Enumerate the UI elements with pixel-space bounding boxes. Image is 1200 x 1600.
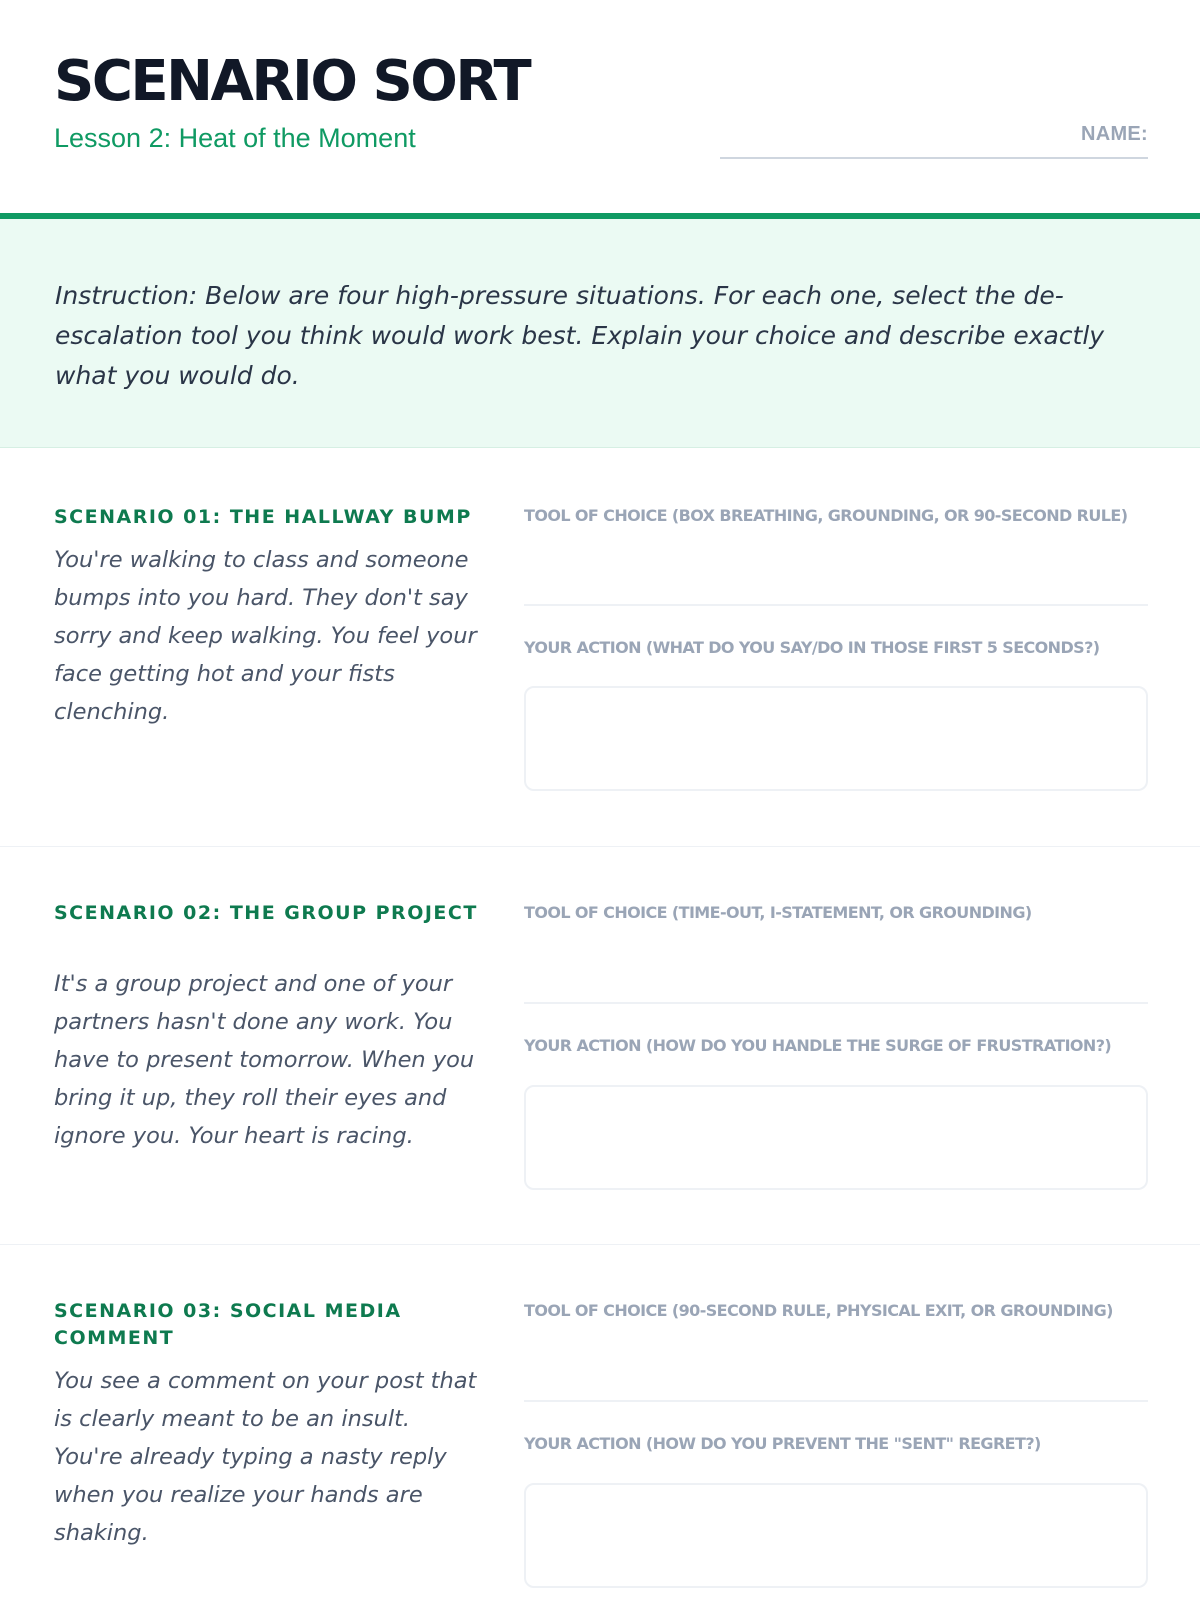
your-action-field[interactable] [524, 1483, 1148, 1588]
instruction-box [0, 219, 1200, 448]
scenario-card [0, 1245, 1200, 1600]
name-field[interactable] [720, 157, 1148, 159]
page-title: SCENARIO SORT [54, 49, 530, 114]
scenario-title: SCENARIO 03: SOCIAL MEDIA COMMENT [54, 1300, 402, 1349]
scenario-title: SCENARIO 02: THE GROUP PROJECT [54, 902, 478, 924]
instruction-text: Instruction: Below are four high-pressure situations. For each one, select the de-escalation tool you think would work best. Explain your choice and describe exactly what you would do. [55, 281, 1105, 390]
your-action-field[interactable] [524, 1085, 1148, 1190]
worksheet-header [0, 0, 1200, 214]
lesson-subtitle: Lesson 2: Heat of the Moment [54, 123, 416, 153]
scenario-description: You're walking to class and someone bumps into you hard. They don't say sorry and keep walking. You feel your face getting hot and your fists clenching. [54, 547, 477, 725]
scenario-card [0, 448, 1200, 847]
your-action-field[interactable] [524, 686, 1148, 791]
your-action-label: YOUR ACTION (HOW DO YOU PREVENT THE "SENT" REGRET?) [524, 1434, 1041, 1453]
tool-of-choice-label: TOOL OF CHOICE (TIME-OUT, I-STATEMENT, OR GROUNDING) [524, 903, 1032, 922]
tool-of-choice-field[interactable] [524, 1400, 1148, 1402]
tool-of-choice-label: TOOL OF CHOICE (BOX BREATHING, GROUNDING, OR 90-SECOND RULE) [524, 506, 1128, 525]
your-action-label: YOUR ACTION (HOW DO YOU HANDLE THE SURGE OF FRUSTRATION?) [524, 1036, 1112, 1055]
scenario-description: You see a comment on your post that is clearly meant to be an insult. You're already typing a nasty reply when you realize your hands are shaking. [54, 1368, 477, 1546]
name-label: NAME: [1080, 123, 1148, 145]
your-action-label: YOUR ACTION (WHAT DO YOU SAY/DO IN THOSE FIRST 5 SECONDS?) [524, 638, 1100, 657]
scenario-card [0, 847, 1200, 1245]
tool-of-choice-field[interactable] [524, 604, 1148, 606]
tool-of-choice-field[interactable] [524, 1002, 1148, 1004]
scenario-title: SCENARIO 01: THE HALLWAY BUMP [54, 506, 472, 528]
scenario-description: It's a group project and one of your partners hasn't done any work. You have to present tomorrow. When you bring it up, they roll their eyes and ignore you. Your heart is racing. [54, 971, 475, 1149]
tool-of-choice-label: TOOL OF CHOICE (90-SECOND RULE, PHYSICAL EXIT, OR GROUNDING) [524, 1301, 1113, 1320]
